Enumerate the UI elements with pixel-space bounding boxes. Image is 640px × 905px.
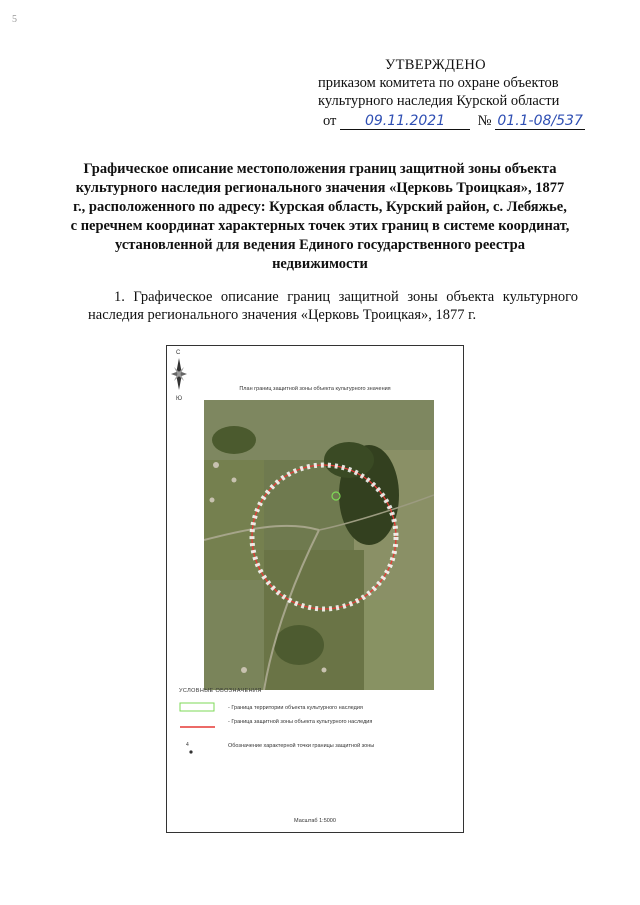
legend-territory-label: - Граница территории объекта культурного наследия bbox=[228, 705, 363, 711]
legend-item-territory bbox=[179, 702, 219, 714]
map-frame bbox=[166, 345, 464, 833]
from-label: от bbox=[323, 113, 337, 129]
compass bbox=[169, 346, 189, 407]
compass-rose-icon bbox=[169, 346, 189, 402]
compass-south: Ю bbox=[176, 396, 183, 402]
aerial-photo bbox=[204, 400, 434, 695]
document-title: Графическое описание местоположения границ защитной зоны объекта культурного наследия регионального значения «Церковь Троицкая», 1877 г., расположенного по адресу: Курская область, Курский район, с. Лебяжье, с перечнем координат характерных точек этих границ в системе координат, установленной для ведения Единого государственного реестра недвижимости bbox=[70, 161, 570, 272]
approval-title: УТВЕРЖДЕНО bbox=[385, 57, 486, 73]
zone-boundary-line-icon bbox=[179, 722, 219, 732]
approval-number-field bbox=[495, 112, 585, 130]
legend-title: УСЛОВНЫЕ ОБОЗНАЧЕНИЯ bbox=[179, 688, 262, 694]
legend-zone-label: - Граница защитной зоны объекта культурного наследия bbox=[228, 719, 373, 725]
approval-date-field bbox=[340, 112, 470, 130]
map-title: План границ защитной зоны объекта культурного значения bbox=[239, 386, 391, 392]
legend-item-point bbox=[185, 740, 205, 760]
approval-line-2: культурного наследия Курской области bbox=[318, 93, 560, 109]
legend-point-symbol: 4 bbox=[186, 742, 189, 748]
legend-item-zone bbox=[179, 722, 219, 734]
approval-number: 01.1-08/537 bbox=[497, 113, 583, 129]
corner-mark: 5 bbox=[12, 14, 17, 25]
map-scale: Масштаб 1:5000 bbox=[294, 818, 336, 824]
section-1-paragraph: 1. Графическое описание границ защитной зоны объекта культурного наследия регионального значения «Церковь Троицкая», 1877 г. bbox=[88, 289, 578, 323]
number-label: № bbox=[477, 113, 492, 129]
approval-date-number-line bbox=[323, 112, 585, 130]
compass-north: С bbox=[176, 350, 181, 356]
approval-date: 09.11.2021 bbox=[364, 113, 446, 129]
legend-point-label: Обозначение характерной точки границы защитной зоны bbox=[228, 743, 375, 749]
aerial-map-image bbox=[204, 400, 434, 690]
point-marker-icon bbox=[185, 740, 205, 758]
territory-boundary-swatch-icon bbox=[179, 702, 219, 712]
approval-line-1: приказом комитета по охране объектов bbox=[318, 75, 559, 91]
